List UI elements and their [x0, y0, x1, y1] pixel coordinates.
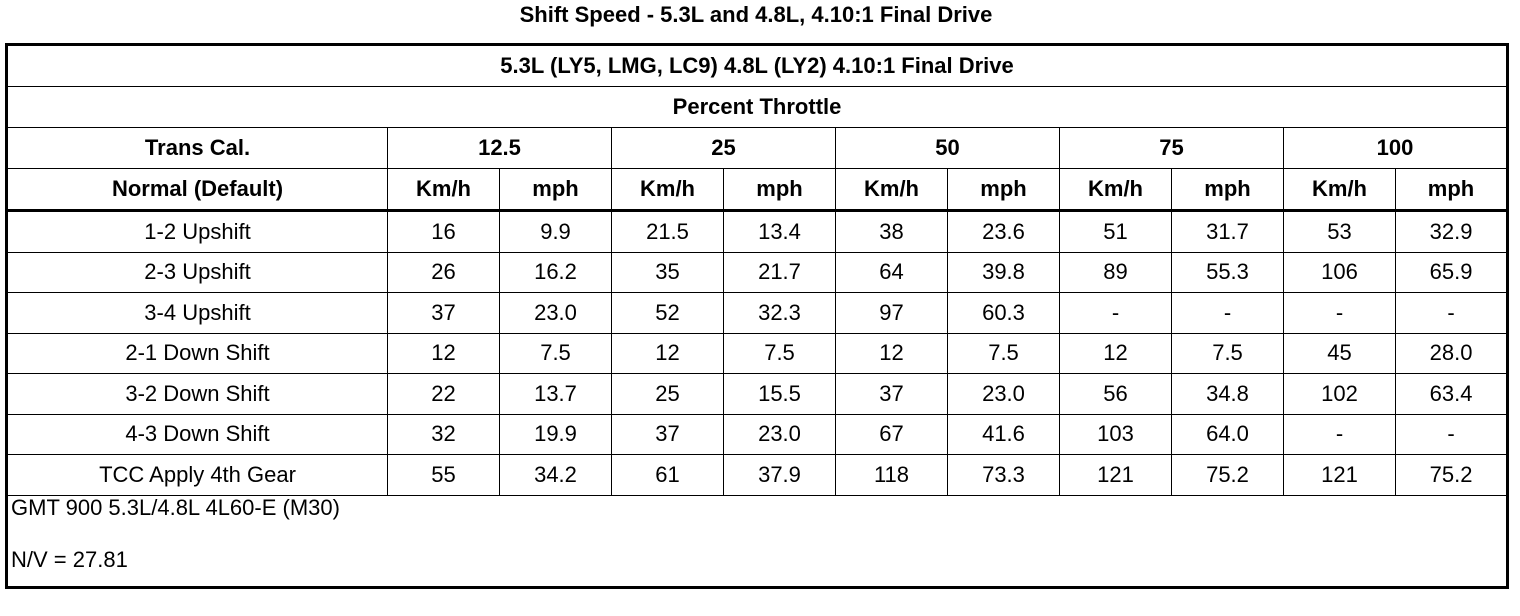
table-row [7, 211, 1508, 253]
row-label: 4-3 Down Shift [7, 414, 388, 455]
kmh-cell: 103 [1060, 414, 1172, 455]
mph-cell: 32.3 [724, 293, 836, 334]
mph-cell: 23.0 [500, 293, 612, 334]
kmh-cell: 26 [388, 252, 500, 293]
engine-header-row [7, 45, 1508, 87]
unit-mph-header: mph [724, 169, 836, 211]
unit-kmh-header: Km/h [1284, 169, 1396, 211]
row-label: 1-2 Upshift [7, 211, 388, 253]
trans-cal-label: Trans Cal. [7, 128, 388, 169]
kmh-cell: 53 [1284, 211, 1396, 253]
unit-kmh-header: Km/h [1060, 169, 1172, 211]
row-label: 3-2 Down Shift [7, 374, 388, 415]
kmh-cell: 118 [836, 455, 948, 496]
shift-speed-table [5, 43, 1509, 589]
model-note: GMT 900 5.3L/4.8L 4L60-E (M30) [11, 495, 340, 520]
mph-cell: 23.0 [948, 374, 1060, 415]
row-label: 3-4 Upshift [7, 293, 388, 334]
kmh-cell: 37 [388, 293, 500, 334]
table-row [7, 455, 1508, 496]
mph-cell: 41.6 [948, 414, 1060, 455]
kmh-cell: 32 [388, 414, 500, 455]
mph-cell: 23.6 [948, 211, 1060, 253]
mph-cell: 37.9 [724, 455, 836, 496]
kmh-cell: 121 [1060, 455, 1172, 496]
table-row [7, 374, 1508, 415]
mph-cell: 13.4 [724, 211, 836, 253]
kmh-cell: 37 [612, 414, 724, 455]
kmh-cell: 38 [836, 211, 948, 253]
throttle-column-header: 25 [612, 128, 836, 169]
kmh-cell: 12 [612, 333, 724, 374]
unit-header-row [7, 169, 1508, 211]
page-title: Shift Speed - 5.3L and 4.8L, 4.10:1 Final Drive [519, 2, 993, 27]
throttle-header-row [7, 87, 1508, 128]
mph-cell: 55.3 [1172, 252, 1284, 293]
mph-cell: 9.9 [500, 211, 612, 253]
mph-cell: 63.4 [1396, 374, 1508, 415]
mph-cell: 7.5 [500, 333, 612, 374]
table-row [7, 293, 1508, 334]
mph-cell: 75.2 [1396, 455, 1508, 496]
mph-cell: 19.9 [500, 414, 612, 455]
kmh-cell: 35 [612, 252, 724, 293]
kmh-cell: 12 [836, 333, 948, 374]
throttle-column-header: 12.5 [388, 128, 612, 169]
table-row [7, 252, 1508, 293]
row-label: TCC Apply 4th Gear [7, 455, 388, 496]
mode-label: Normal (Default) [7, 169, 388, 211]
engine-header: 5.3L (LY5, LMG, LC9) 4.8L (LY2) 4.10:1 Final Drive [7, 45, 1508, 87]
mph-cell: 34.2 [500, 455, 612, 496]
throttle-header: Percent Throttle [7, 87, 1508, 128]
kmh-cell: 106 [1284, 252, 1396, 293]
unit-mph-header: mph [948, 169, 1060, 211]
mph-cell: 7.5 [1172, 333, 1284, 374]
kmh-cell: 16 [388, 211, 500, 253]
mph-cell: 34.8 [1172, 374, 1284, 415]
mph-cell: 16.2 [500, 252, 612, 293]
kmh-cell: 52 [612, 293, 724, 334]
kmh-cell: 97 [836, 293, 948, 334]
mph-cell: 65.9 [1396, 252, 1508, 293]
unit-mph-header: mph [1172, 169, 1284, 211]
kmh-cell: 21.5 [612, 211, 724, 253]
mph-cell: 32.9 [1396, 211, 1508, 253]
throttle-column-header: 100 [1284, 128, 1508, 169]
kmh-cell: 61 [612, 455, 724, 496]
kmh-cell: 102 [1284, 374, 1396, 415]
mph-cell: 73.3 [948, 455, 1060, 496]
mph-cell: 7.5 [948, 333, 1060, 374]
row-label: 2-3 Upshift [7, 252, 388, 293]
unit-kmh-header: Km/h [388, 169, 500, 211]
kmh-cell: 37 [836, 374, 948, 415]
kmh-cell: 45 [1284, 333, 1396, 374]
kmh-cell: 64 [836, 252, 948, 293]
kmh-cell: 12 [388, 333, 500, 374]
throttle-column-header: 75 [1060, 128, 1284, 169]
mph-cell: 7.5 [724, 333, 836, 374]
mph-cell: - [1172, 293, 1284, 334]
mph-cell: 60.3 [948, 293, 1060, 334]
unit-kmh-header: Km/h [836, 169, 948, 211]
unit-kmh-header: Km/h [612, 169, 724, 211]
unit-mph-header: mph [500, 169, 612, 211]
mph-cell: - [1396, 414, 1508, 455]
mph-cell: 23.0 [724, 414, 836, 455]
mph-cell: 15.5 [724, 374, 836, 415]
table-row [7, 333, 1508, 374]
throttle-percent-row [7, 128, 1508, 169]
mph-cell: 28.0 [1396, 333, 1508, 374]
mph-cell: 39.8 [948, 252, 1060, 293]
throttle-column-header: 50 [836, 128, 1060, 169]
mph-cell: 31.7 [1172, 211, 1284, 253]
notes-cell [7, 495, 1508, 587]
mph-cell: 21.7 [724, 252, 836, 293]
kmh-cell: 55 [388, 455, 500, 496]
kmh-cell: 121 [1284, 455, 1396, 496]
kmh-cell: - [1284, 293, 1396, 334]
kmh-cell: 12 [1060, 333, 1172, 374]
row-label: 2-1 Down Shift [7, 333, 388, 374]
mph-cell: 75.2 [1172, 455, 1284, 496]
mph-cell: 64.0 [1172, 414, 1284, 455]
table-row [7, 414, 1508, 455]
kmh-cell: 67 [836, 414, 948, 455]
kmh-cell: 56 [1060, 374, 1172, 415]
unit-mph-header: mph [1396, 169, 1508, 211]
nv-ratio-note: N/V = 27.81 [11, 546, 128, 572]
kmh-cell: 25 [612, 374, 724, 415]
mph-cell: 13.7 [500, 374, 612, 415]
kmh-cell: - [1060, 293, 1172, 334]
kmh-cell: 89 [1060, 252, 1172, 293]
kmh-cell: - [1284, 414, 1396, 455]
kmh-cell: 22 [388, 374, 500, 415]
mph-cell: - [1396, 293, 1508, 334]
kmh-cell: 51 [1060, 211, 1172, 253]
notes-row [7, 495, 1508, 587]
